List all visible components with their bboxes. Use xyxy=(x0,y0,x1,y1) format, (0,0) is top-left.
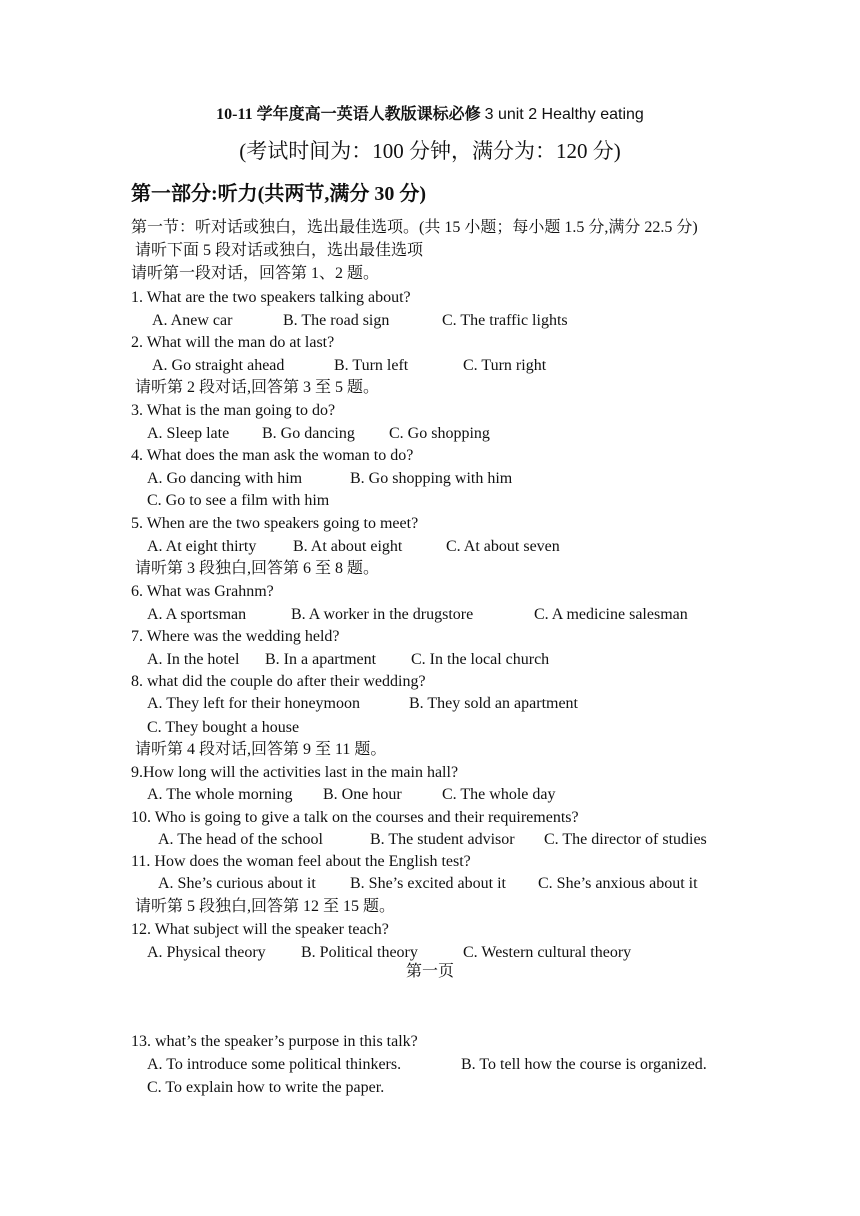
title-bold-part: 10-11 学年度高一英语人教版课标必修 xyxy=(216,106,481,123)
q1-option-c: C. The traffic lights xyxy=(442,312,568,329)
q2-option-a: A. Go straight ahead xyxy=(152,357,285,374)
q1-option-b: B. The road sign xyxy=(283,312,390,329)
dialog1-instruction: 请听第一段对话，回答第 1、2 题。 xyxy=(131,265,380,282)
q4-option-c: C. Go to see a film with him xyxy=(147,492,330,509)
q11-option-b: B. She’s excited about it xyxy=(350,875,506,892)
question-1: 1. What are the two speakers talking about? xyxy=(131,289,411,306)
part1-heading: 第一部分:听力(共两节,满分 30 分) xyxy=(131,183,426,205)
page-footer: 第一页 xyxy=(405,963,454,980)
exam-info: (考试时间为：100 分钟，满分为：120 分) xyxy=(239,139,621,163)
question-12: 12. What subject will the speaker teach? xyxy=(131,921,389,938)
q7-option-b: B. In a apartment xyxy=(265,651,377,668)
question-4: 4. What does the man ask the woman to do? xyxy=(131,447,414,464)
question-3: 3. What is the man going to do? xyxy=(131,402,336,419)
dialog5-instruction: 请听第 5 段独白,回答第 12 至 15 题。 xyxy=(135,898,396,915)
q7-option-a: A. In the hotel xyxy=(147,651,240,668)
q3-option-a: A. Sleep late xyxy=(147,425,230,442)
q11-option-c: C. She’s anxious about it xyxy=(538,875,698,892)
q3-option-b: B. Go dancing xyxy=(262,425,355,442)
question-9: 9.How long will the activities last in the main hall? xyxy=(131,764,459,781)
question-11: 11. How does the woman feel about the English test? xyxy=(131,853,471,870)
question-2: 2. What will the man do at last? xyxy=(131,334,335,351)
title-tail-part: 3 unit 2 Healthy eating xyxy=(484,106,644,123)
q5-option-c: C. At about seven xyxy=(446,538,560,555)
q7-option-c: C. In the local church xyxy=(411,651,550,668)
instruction-line: 请听下面 5 段对话或独白，选出最佳选项 xyxy=(135,242,424,259)
q9-option-b: B. One hour xyxy=(323,786,402,803)
q1-option-a: A. Anew car xyxy=(152,312,233,329)
q12-option-a: A. Physical theory xyxy=(147,944,266,961)
q13-option-a: A. To introduce some political thinkers. xyxy=(147,1056,402,1073)
q5-option-a: A. At eight thirty xyxy=(147,538,257,555)
q3-option-c: C. Go shopping xyxy=(389,425,490,442)
question-10: 10. Who is going to give a talk on the courses and their requirements? xyxy=(131,809,579,826)
document-title xyxy=(0,104,860,126)
q2-option-c: C. Turn right xyxy=(463,357,547,374)
q4-option-a: A. Go dancing with him xyxy=(147,470,303,487)
question-8: 8. what did the couple do after their wedding? xyxy=(131,673,426,690)
q10-option-c: C. The director of studies xyxy=(544,831,707,848)
q2-option-b: B. Turn left xyxy=(334,357,409,374)
q5-option-b: B. At about eight xyxy=(293,538,403,555)
q4-option-b: B. Go shopping with him xyxy=(350,470,513,487)
q10-option-b: B. The student advisor xyxy=(370,831,515,848)
q6-option-a: A. A sportsman xyxy=(147,606,247,623)
q13-option-c: C. To explain how to write the paper. xyxy=(147,1079,385,1096)
q13-option-b: B. To tell how the course is organized. xyxy=(461,1056,707,1073)
q6-option-c: C. A medicine salesman xyxy=(534,606,688,623)
question-5: 5. When are the two speakers going to meet? xyxy=(131,515,419,532)
q10-option-a: A. The head of the school xyxy=(158,831,323,848)
dialog4-instruction: 请听第 4 段对话,回答第 9 至 11 题。 xyxy=(135,741,387,758)
question-13: 13. what’s the speaker’s purpose in this talk? xyxy=(131,1033,418,1050)
question-7: 7. Where was the wedding held? xyxy=(131,628,340,645)
section1-intro: 第一节：听对话或独白，选出最佳选项。(共 15 小题；每小题 1.5 分,满分 22.5 分) xyxy=(131,219,698,236)
q11-option-a: A. She’s curious about it xyxy=(158,875,316,892)
q12-option-c: C. Western cultural theory xyxy=(463,944,632,961)
q8-option-c: C. They bought a house xyxy=(147,719,300,736)
dialog2-instruction: 请听第 2 段对话,回答第 3 至 5 题。 xyxy=(135,379,380,396)
q9-option-c: C. The whole day xyxy=(442,786,556,803)
dialog3-instruction: 请听第 3 段独白,回答第 6 至 8 题。 xyxy=(135,560,380,577)
question-6: 6. What was Grahnm? xyxy=(131,583,274,600)
q8-option-b: B. They sold an apartment xyxy=(409,695,578,712)
q8-option-a: A. They left for their honeymoon xyxy=(147,695,360,712)
q12-option-b: B. Political theory xyxy=(301,944,418,961)
q6-option-b: B. A worker in the drugstore xyxy=(291,606,474,623)
q9-option-a: A. The whole morning xyxy=(147,786,293,803)
